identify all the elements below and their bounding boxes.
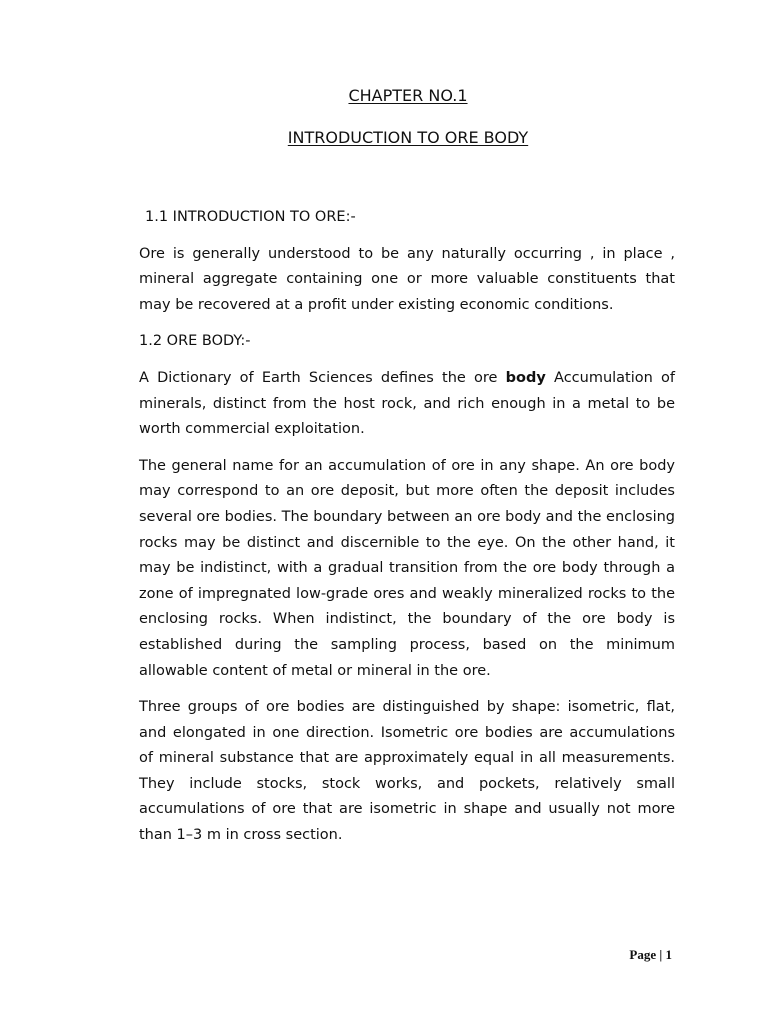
page-number: Page | 1 bbox=[629, 947, 672, 962]
paragraph-ore-body-definition bbox=[139, 366, 675, 443]
chapter-title: INTRODUCTION TO ORE BODY bbox=[287, 128, 529, 147]
paragraph-general-name: The general name for an accumulation of ore in any shape. An ore body may correspond to an ore deposit, but more often the deposit includes several ore bodies. The boundary between an ore body and the enclosing rocks may be distinct and discernible to the eye. On the other hand, it may be indistinct, with a gradual transition from the ore body through a zone of impregnated low-grade ores and weakly mineralized rocks to the enclosing rocks. When indistinct, the boundary of the ore body is established during the sampling process, based on the minimum allowable content of metal or mineral in the ore. bbox=[139, 457, 675, 679]
paragraph-ore-definition: Ore is generally understood to be any naturally occurring , in place , mineral aggregate containing one or more valuable constituents that may be recovered at a profit under existing economic conditions. bbox=[139, 245, 675, 313]
paragraph-shape-groups: Three groups of ore bodies are distinguished by shape: isometric, flat, and elongated in one direction. Isometric ore bodies are accumulations of mineral substance that are approximately equal in all measurements. They include stocks, stock works, and pockets, relatively small accumulations of ore that are isometric in shape and usually not more than 1–3 m in cross section. bbox=[139, 699, 675, 844]
section-heading-intro-to-ore: 1.1 INTRODUCTION TO ORE:- bbox=[145, 209, 356, 225]
bold-term-body: body bbox=[505, 369, 546, 386]
document-body bbox=[139, 205, 675, 849]
paragraph-ore-body-lead: A Dictionary of Earth Sciences defines the ore bbox=[139, 369, 506, 386]
paragraph-ore-body-tail: Accumulation of minerals, distinct from the host rock, and rich enough in a metal to be worth commercial exploitation. bbox=[139, 369, 675, 438]
section-heading-ore-body: 1.2 ORE BODY:- bbox=[139, 333, 251, 350]
chapter-number: CHAPTER NO.1 bbox=[348, 86, 468, 105]
